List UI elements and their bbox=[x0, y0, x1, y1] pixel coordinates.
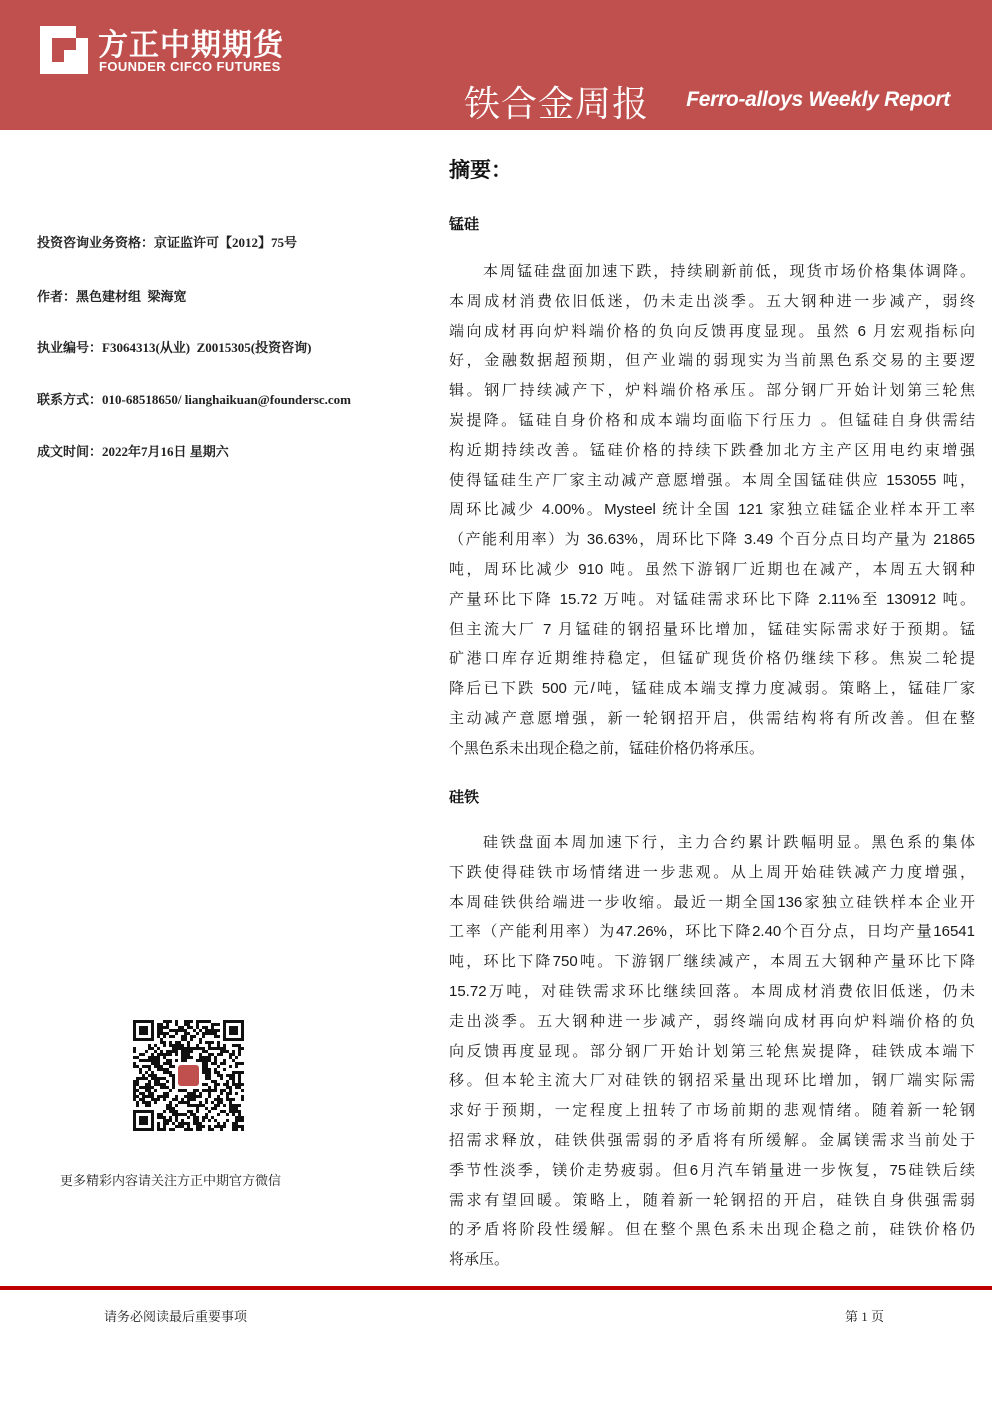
paragraph-line: 季节性淡季，镁价走势疲弱。但6月汽车销量进一步恢复，75硅铁后续 bbox=[449, 1161, 975, 1179]
paragraph-line: 主动减产意愿增强，新一轮钢招开启，供需结构将有所改善。但在整 bbox=[449, 709, 975, 727]
paragraph-line: 矿港口库存近期维持稳定，但锰矿现货价格仍继续下移。焦炭二轮提 bbox=[449, 650, 975, 668]
paragraph-line: 本周成材消费依旧低迷，仍未走出淡季。五大钢种进一步减产，弱终 bbox=[449, 292, 975, 310]
paragraph-line: 好，金融数据超预期，但产业端的弱现实为当前黑色系交易的主要逻 bbox=[449, 352, 975, 370]
paragraph-line: 招需求释放，硅铁供强需弱的矛盾将有所缓解。金属镁需求当前处于 bbox=[449, 1131, 975, 1149]
paragraph-line: 硅铁盘面本周加速下行，主力合约累计跌幅明显。黑色系的集体 bbox=[483, 834, 975, 851]
footer-rule bbox=[0, 1286, 992, 1290]
paragraph-line: 走出淡季。五大钢种进一步减产，弱终端向成材再向炉料端价格的负 bbox=[449, 1012, 975, 1030]
paragraph-line: 炭提降。锰硅自身价格和成本端均面临下行压力 。但锰硅自身供需结 bbox=[449, 411, 975, 429]
paragraph-line: 下跌使得硅铁市场情绪进一步悲观。从上周开始硅铁减产力度增强， bbox=[449, 863, 975, 881]
section-title-manganese-silicon: 锰硅 bbox=[449, 216, 480, 233]
paragraph-line: 辑。钢厂持续减产下，炉料端价格承压。部分钢厂开始计划第三轮焦 bbox=[449, 382, 975, 400]
page-number: 第 1 页 bbox=[845, 1309, 885, 1324]
paragraph-line: 本周硅铁供给端进一步收缩。最近一期全国136家独立硅铁样本企业开 bbox=[449, 893, 975, 911]
date-line: 成文时间：2022年7月16日 星期六 bbox=[37, 444, 229, 459]
founder-logo-icon bbox=[40, 26, 88, 74]
paragraph-manganese-silicon bbox=[449, 257, 975, 764]
report-title-en: Ferro-alloys Weekly Report bbox=[686, 88, 950, 111]
paragraph-line: 周环比减少 4.00%。Mysteel 统计全国 121 家独立硅锰企业样本开工率 bbox=[449, 501, 975, 519]
summary-heading: 摘要： bbox=[449, 159, 512, 182]
paragraph-line: 将承压。 bbox=[449, 1251, 510, 1269]
paragraph-line: 本周锰硅盘面加速下跌，持续刷新前低，现货市场价格集体调降。 bbox=[483, 263, 975, 280]
paragraph-line: 15.72万吨，对硅铁需求环比继续回落。本周成材消费依旧低迷，仍未 bbox=[449, 982, 975, 1000]
paragraph-line: 的矛盾将阶段性缓解。但在整个黑色系未出现企稳之前，硅铁价格仍 bbox=[449, 1221, 975, 1239]
qualification-line: 投资咨询业务资格：京证监许可【2012】75号 bbox=[37, 235, 298, 250]
paragraph-line: 工率（产能利用率）为47.26%，环比下降2.40个百分点，日均产量16541 bbox=[449, 923, 975, 941]
author-line: 作者：黑色建材组 梁海宽 bbox=[37, 289, 187, 304]
company-name-en: FOUNDER CIFCO FUTURES bbox=[99, 59, 281, 74]
paragraph-line: 端向成材再向炉料端价格的负向反馈再度显现。虽然 6 月宏观指标向 bbox=[449, 322, 975, 340]
paragraph-line: 移。但本轮主流大厂对硅铁的钢招采量出现环比增加，钢厂端实际需 bbox=[449, 1072, 975, 1090]
qr-center-logo-icon bbox=[178, 1065, 199, 1086]
footer-notice: 请务必阅读最后重要事项 bbox=[104, 1309, 248, 1324]
paragraph-ferrosilicon bbox=[449, 828, 975, 1275]
paragraph-line: 降后已下跌 500 元/吨，锰硅成本端支撑力度减弱。策略上，锰硅厂家 bbox=[449, 680, 975, 698]
paragraph-line: 构近期持续改善。锰硅价格的持续下跌叠加北方主产区用电约束增强 bbox=[449, 441, 975, 459]
company-name-cn: 方正中期期货 bbox=[98, 29, 284, 62]
qr-code-icon bbox=[133, 1020, 244, 1131]
license-line: 执业编号：F3064313(从业) Z0015305(投资咨询) bbox=[37, 340, 312, 355]
paragraph-line: 但主流大厂 7 月锰硅的钢招量环比增加，锰硅实际需求好于预期。锰 bbox=[449, 620, 975, 638]
paragraph-line: 吨，周环比减少 910 吨。虽然下游钢厂近期也在减产，本周五大钢种 bbox=[449, 560, 975, 578]
report-header bbox=[0, 0, 992, 130]
paragraph-line: 向反馈再度显现。部分钢厂开始计划第三轮焦炭提降，硅铁成本端下 bbox=[449, 1042, 975, 1060]
section-title-ferrosilicon: 硅铁 bbox=[449, 789, 480, 806]
contact-line: 联系方式：010-68518650/ lianghaikuan@foundersc.com bbox=[37, 392, 352, 407]
qr-caption: 更多精彩内容请关注方正中期官方微信 bbox=[60, 1173, 282, 1188]
paragraph-line: 需求有望回暖。策略上，随着新一轮钢招的开启，硅铁自身供强需弱 bbox=[449, 1191, 975, 1209]
paragraph-line: 产量环比下降 15.72 万吨。对锰硅需求环比下降 2.11%至 130912 吨。 bbox=[449, 590, 975, 608]
report-title-cn: 铁合金周报 bbox=[464, 83, 650, 124]
paragraph-line: 个黑色系未出现企稳之前，锰硅价格仍将承压。 bbox=[449, 739, 765, 757]
paragraph-line: （产能利用率）为 36.63%，周环比下降 3.49 个百分点日均产量为 21865 bbox=[449, 531, 975, 549]
paragraph-line: 使得锰硅生产厂家主动减产意愿增强。本周全国锰硅供应 153055 吨， bbox=[449, 471, 975, 489]
paragraph-line: 求好于预期，一定程度上扭转了市场前期的悲观情绪。随着新一轮钢 bbox=[449, 1102, 975, 1120]
paragraph-line: 吨，环比下降750吨。下游钢厂继续减产，本周五大钢种产量环比下降 bbox=[449, 953, 975, 971]
